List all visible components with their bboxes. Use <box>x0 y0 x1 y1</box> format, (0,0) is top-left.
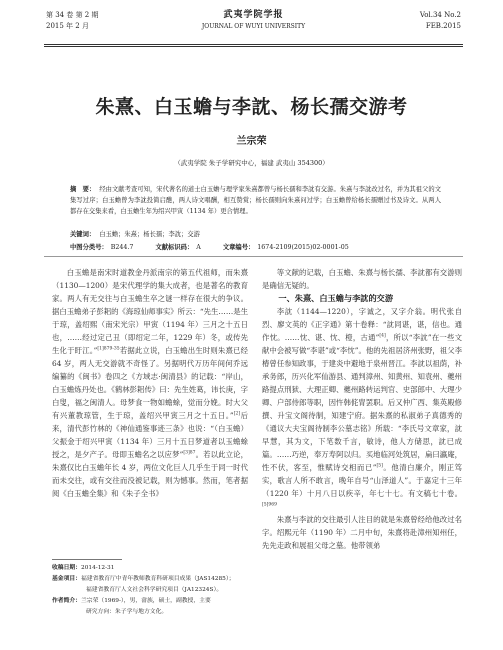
citation: [5] <box>376 463 383 469</box>
journal-name-english: JOURNAL OF WUYI UNIVERSITY <box>201 23 306 30</box>
footnote-author-cont: 研究方向：朱子学与地方文化。 <box>86 609 168 615</box>
header-right <box>420 10 461 32</box>
citation: [1]879-35 <box>97 346 120 352</box>
body-paragraph: 朱熹与李訦的交往最引人注目的就是朱熹曾经给他改过名字。绍熙元年（1190 年）二月中旬，朱熹将赴漳州知州任，先先走政和展祖父母之墓。他带领弟 <box>262 515 462 550</box>
citation: [4] <box>379 333 386 339</box>
header-volume: 第 34 卷 第 2 期 <box>46 11 99 19</box>
article-value: 1674-2109(2015)02-0001-05 <box>257 244 349 251</box>
body-paragraph <box>52 266 248 500</box>
footnote-fund <box>52 574 252 585</box>
header-date-english: FEB.2015 <box>425 22 461 30</box>
author-bio-label: 作者简介： <box>52 598 81 604</box>
footnote-rule <box>52 559 122 560</box>
footnote-received <box>52 563 252 574</box>
doc-label: 文献标识码： <box>155 244 194 251</box>
journal-name: 武夷学院学报 <box>223 10 284 20</box>
fund-label: 基金项目： <box>52 576 81 582</box>
body-paragraph: 等文献的记载，白玉蟾、朱熹与杨长孺、李訦都有交游则是确信无疑的。 <box>262 268 462 290</box>
footnote <box>52 563 252 618</box>
classification-line <box>70 242 441 251</box>
keywords-text: 白玉蟾；朱熹；杨长孺；李訦；交游 <box>99 231 200 238</box>
paragraph-text: ，所以“李訦”在一些文献中会被写做“李谌”或“李忱”。他的先祖居济州张野，祖父李椿曾任参知政事，于建炎中避地于泉州晋江。李訦以祖荫，补承务郎，历兴化军仙游县、通判漳州、知黄州、知袁州、夔州路提点刑狱、大理正卿、夔州路转运判官、史部郎中、大理少卿、户部侍郎等职，因忤韩侂胄罢职。后又仲广西、集英殿修撰、升宝文阁待制，知建宁府。据朱熹的私淑弟子真德秀的《通议大夫宝阁待制李公墓志铭》所载：“李氏号文章家，訦早慧，其为文，下笔数千言，敏诗，他人方储思，訦已成篇。……巧逆，奉万寿阿以归。买地临河处筑居，扁曰瀛庵，性不伏，客至，惟赋诗交相而已” <box>262 333 462 472</box>
clc-number <box>70 242 133 251</box>
paragraph-text: 李訦（1144—1220），字诚之，又字介翁。明代张自烈、廖文英的《正字通》第十卷释：“訦同谌，谌，信也。通作忱。……忱、谌、忱、橙，古通” <box>262 307 462 342</box>
keywords-label: 关键词： <box>70 231 96 238</box>
citation: [3]87 <box>183 450 196 456</box>
footnote-author <box>52 596 252 607</box>
body-column-right <box>262 266 462 552</box>
header-volume-english: Vol.34 No.2 <box>419 11 461 19</box>
article-label: 文章编号： <box>222 244 255 251</box>
abstract <box>70 184 441 217</box>
header-center <box>46 10 461 32</box>
fund-text: 福建省教育厅中青年教师教育科研项目成果（JAS14285）； <box>81 576 235 582</box>
paragraph-text: 若据此立说，白玉蟾出生时则朱熹已经 64 岁，两人无交游就不奇怪了。另据明代万历年间何乔远编纂的《闽书》卷四之《方域志·闽清县》的记载：“岸山，白玉蟾炼丹处也。《鹤林彭耜传》曰：先生姓葛，讳长庚，字白叟，福之闽清人。母梦食一物如蟾蜍，觉而分娩。时大父有兴董教琼管，生于琼，盖绍兴甲寅三月之十五日。” <box>52 346 248 420</box>
clc-label: 中图分类号： <box>70 244 108 251</box>
paragraph-text: 。若以此立论，朱熹仅比白玉蟾年长 4 岁，两位文化巨人几乎生于同一时代而未交往，或有交往而没被记载，则为憾事。然而，笔者据阅《白玉蟾全集》和《朱子全书》 <box>52 450 248 498</box>
header-date: 2015 年 2 月 <box>46 22 89 30</box>
footnote-fund-cont: 福建省教育厅人文社会科学研究项目（JA12324S）。 <box>86 587 223 593</box>
abstract-text: 经由文献考查可知，宋代著名的道士白玉蟾与理学家朱熹都曾与杨长孺和李訦有交游。朱熹与李訦改过名，并为其祖父的文集写过序；白玉蟾曾为李訦投简启醮，两人诗文唱酬，相互赞赏；杨长孺则向朱熹问过学；白玉蟾曾给杨长孺赠过书及诗文。从两人都存在交集来看，白玉蟾生年为绍兴甲寅（1134 年）更合情理。 <box>70 186 441 215</box>
citation: [5]969 <box>262 502 277 508</box>
document-code <box>155 242 200 251</box>
keywords <box>70 229 441 238</box>
received-date: 2014-12-31 <box>81 565 115 571</box>
body-column-left <box>52 266 248 500</box>
body-paragraph <box>262 305 462 513</box>
clc-value: B244.7 <box>110 244 134 251</box>
received-label: 收稿日期： <box>52 565 81 571</box>
doc-value: A <box>196 244 201 251</box>
article-number <box>223 242 349 251</box>
author-bio-text: 兰宗荣（1969-），男，畲族，硕士，副教授，主要 <box>81 598 211 604</box>
paragraph-text: 。他清白廉介，刚正笃实，歌言人所不敢言，晚年自号“山泽道人”。于嘉定十三年（1220 年）十月八日以疾辛，年七十七。有文稿七十卷。 <box>262 463 462 498</box>
header-rule-thin <box>44 46 463 47</box>
article-author: 兰宗荣 <box>236 136 267 147</box>
abstract-label: 摘 要： <box>70 186 96 193</box>
article-title: 朱熹、白玉蟾与李訦、杨长孺交游考 <box>95 96 408 118</box>
citation: [2] <box>233 411 241 417</box>
paragraph-text: 白玉蟾是南宋时道教金丹派南宗的第五代祖师，而朱熹（1130—1200）是宋代理学的集大成者，也是著名的教育家。两人有无交往与白玉蟾生卒之谜一样存在很大的争议。据白玉蟾弟子彭耜的《海琼仙师事实》所云：“先生……是生于琼，盖绍熙（南宋光宗）甲寅（1194 年）三月之十五日也，……经过定己丑（即绍定二年，1229 年）冬，或传先生化于盱江。” <box>52 268 248 355</box>
abstract-divider <box>44 256 463 257</box>
section-heading: 一、朱熹、白玉蟾与李訦的交游 <box>278 293 394 303</box>
author-affiliation: （武夷学院 朱子学研究中心，福建 武夷山 354300） <box>174 159 329 167</box>
journal-header <box>46 10 461 46</box>
header-rule <box>44 44 463 45</box>
paragraph-text: 后来，清代彭竹林的《神仙通鉴事迹三条》也说：“（白玉蟾）父振金于绍兴甲寅（1134 年）三月十五日梦道者以玉蟾蜍授之，是夕产子。母即玉蟾名之以应梦” <box>52 411 248 459</box>
